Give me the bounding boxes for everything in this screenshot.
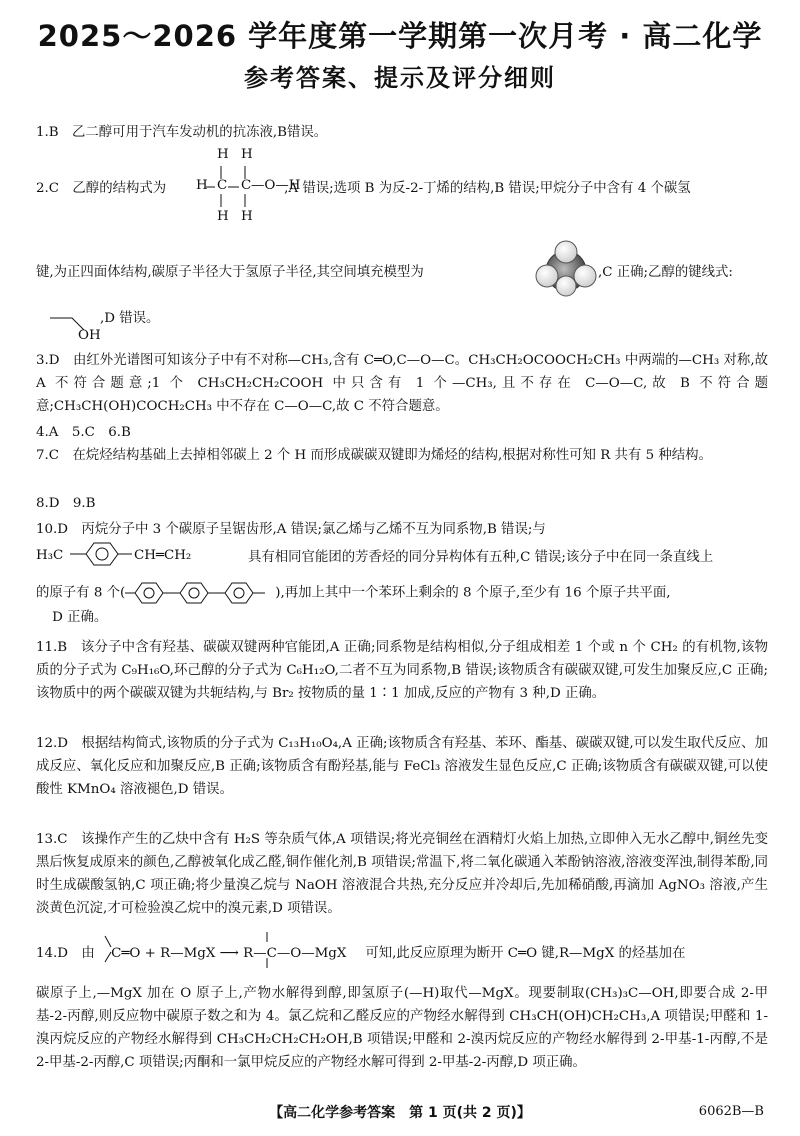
answer-q2-line3 bbox=[100, 307, 768, 330]
answer-q14-line1 bbox=[36, 942, 768, 965]
ethanol-c-2: C bbox=[241, 178, 252, 193]
answer-q12-text: 12.D 根据结构简式,该物质的分子式为 C₁₃H₁₀O₄,A 正确;该物质含有羟基、苯环、酯基、碳碳双键,可以发生取代反应、加成反应、氧化反应和加聚反应,B 正确;该物质含有酚羟基,能与 FeCl₃ 溶液发生显色反应,C 正确;该物质含有碳碳双键,可以使酸性 KMnO₄ 溶液褪色,D 错误。 bbox=[36, 736, 768, 797]
methylstyrene-structure bbox=[36, 548, 248, 568]
paper-code: 6062B—B bbox=[698, 1104, 764, 1119]
answer-q14-part-a: 14.D 由 bbox=[36, 946, 95, 961]
answer-q10-line1 bbox=[36, 518, 768, 541]
answer-q10-line2 bbox=[36, 546, 768, 569]
answer-q4-6-text: 4.A 5.C 6.B bbox=[36, 425, 131, 440]
ethanol-o-h: —O—H bbox=[251, 178, 301, 193]
ethanol-c-1: C bbox=[217, 178, 228, 193]
terphenyl-drawing bbox=[125, 580, 275, 606]
answer-q10-part-e: D 正确。 bbox=[52, 610, 108, 625]
answer-q10-line4 bbox=[36, 606, 768, 629]
ethanol-skeletal-drawing bbox=[48, 306, 96, 330]
answer-q1 bbox=[36, 121, 768, 144]
ethanol-skeletal-formula bbox=[48, 306, 101, 343]
answer-q12 bbox=[36, 732, 768, 801]
answer-q8-9-text: 8.D 9.B bbox=[36, 496, 96, 511]
ethanol-h-top-1: H bbox=[217, 147, 229, 162]
page-footer: 【高二化学参考答案 第 1 页(共 2 页)】 bbox=[269, 1105, 531, 1121]
answer-q1-text: 1.B 乙二醇可用于汽车发动机的抗冻液,B错误。 bbox=[36, 125, 328, 140]
ethanol-h-left: H bbox=[196, 178, 208, 193]
answer-q2-part-a: 2.C 乙醇的结构式为 bbox=[36, 181, 167, 196]
answer-q2-part-e: ,D 错误。 bbox=[100, 311, 160, 326]
answer-q3 bbox=[36, 349, 768, 418]
answer-q7-text: 7.C 在烷烃结构基础上去掉相邻碳上 2 个 H 而形成碳碳双键即为烯烃的结构,根据对称性可知 R 共有 5 种结构。 bbox=[36, 448, 712, 463]
ethanol-h-top-2: H bbox=[241, 147, 253, 162]
page-title: 2025～2026 学年度第一学期第一次月考 · 高二化学 bbox=[37, 19, 763, 53]
answer-q10-line3 bbox=[36, 580, 768, 606]
answer-q10-part-b: 具有相同官能团的芳香烃的同分异构体有五种,C 错误;该分子中在同一条直线上 bbox=[248, 550, 714, 565]
answer-q3-text: 3.D 由红外光谱图可知该分子中有不对称—CH₃,含有 C═O,C—O—C。CH₃CH₂OCOOCH₂CH₃ 中两端的—CH₃ 对称,故 A 不符合题意;1 个 CH₃CH₂CH₂COOH 中只含有 1 个—CH₃,且不存在 C—O—C,故 B 不符合题意;CH₃CH(OH)COCH₂CH₃ 中不存在 C—O—C,故 C 不符合题意。 bbox=[36, 353, 768, 414]
vinyl-label: CH═CH₂ bbox=[134, 547, 192, 563]
ethanol-h-bottom-1: H bbox=[217, 209, 229, 224]
answer-q2-line1 bbox=[36, 177, 768, 200]
answer-q13-text: 13.C 该操作产生的乙炔中含有 H₂S 等杂质气体,A 项错误;将光亮铜丝在酒精灯火焰上加热,立即伸入无水乙醇中,铜丝先变黑后恢复成原来的颜色,乙醇被氧化成乙醛,铜作催化剂,B 项错误;常温下,将二氧化碳通入苯酚钠溶液,溶液变浑浊,制得苯酚,同时生成碳酸氢钠,C 项正确;将少量溴乙烷与 NaOH 溶液混合共热,充分反应并冷却后,先加稀硝酸,再滴加 AgNO₃ 溶液,产生淡黄色沉淀,才可检验溴乙烷中的溴元素,D 项错误。 bbox=[36, 832, 768, 916]
answer-q13 bbox=[36, 828, 768, 920]
grignard-equation bbox=[99, 944, 361, 964]
answer-q14-text: 碳原子上,—MgX 加在 O 原子上,产物水解得到醇,即氢原子(—H)取代—MgX。现要制取(CH₃)₃C—OH,即要合成 2-甲基-2-丙醇,则反应物中碳原子数之和为 4。氯乙烷和乙醛反应的产物经水解得到 CH₃CH(OH)CH₂CH₃,A 项错误;甲醛和 1-溴丙烷反应的产物经水解得到 CH₃CH₂CH₂CH₂OH,B 项错误;甲醛和 2-溴丙烷反应的产物经水解得到 2-甲基-1-丙醇,不是 2-甲基-2-丙醇,C 项错误;丙酮和一氯甲烷反应的产物经水解可得到 2-甲基-2-丙醇,D 项正确。 bbox=[36, 986, 768, 1070]
answer-q4-6 bbox=[36, 421, 768, 444]
answer-q8-9 bbox=[36, 492, 768, 515]
methane-space-filling-model bbox=[535, 240, 597, 302]
answer-q2-part-b: ,A 错误;选项 B 为反-2-丁烯的结构,B 错误;甲烷分子中含有 4 个碳氢 bbox=[284, 181, 691, 196]
answer-q2-line2b bbox=[598, 261, 770, 284]
answer-q2-part-d: ,C 正确;乙醇的键线式: bbox=[598, 265, 733, 280]
answer-q2-part-c: 键,为正四面体结构,碳原子半径大于氢原子半径,其空间填充模型为 bbox=[36, 265, 424, 280]
methane-model-drawing bbox=[535, 240, 597, 298]
ethanol-h-bottom-2: H bbox=[241, 209, 253, 224]
answer-q10-part-c: 的原子有 8 个( bbox=[36, 585, 126, 601]
answer-q10-part-a: 10.D 丙烷分子中 3 个碳原子呈锯齿形,A 错误;氯乙烯与乙烯不互为同系物,B 错误;与 bbox=[36, 522, 546, 537]
answer-q14-part-b: 可知,此反应原理为断开 C═O 键,R—MgX 的烃基加在 bbox=[365, 946, 686, 961]
answer-q11 bbox=[36, 636, 768, 705]
answer-q11-text: 11.B 该分子中含有羟基、碳碳双键两种官能团,A 正确;同系物是结构相似,分子组成相差 1 个或 n 个 CH₂ 的有机物,该物质的分子式为 C₉H₁₆O,环己醇的分子式为 C₆H₁₂O,二者不互为同系物,B 错误;该物质含有碳碳双键,可发生加聚反应,C 正确;该物质中的两个碳碳双键为共轭结构,与 Br₂ 按物质的量 1∶1 加成,反应的产物有 3 种,D 正确。 bbox=[36, 640, 768, 701]
methyl-label: H₃C bbox=[36, 547, 64, 563]
ethanol-oh-label: OH bbox=[78, 328, 101, 343]
page-subtitle: 参考答案、提示及评分细则 bbox=[244, 64, 556, 92]
answer-q10-part-d: ),再加上其中一个苯环上剩余的 8 个原子,至少有 16 个原子共平面, bbox=[275, 585, 671, 601]
grignard-equation-text: C═O + R—MgX ⟶ R—C—O—MgX bbox=[111, 945, 347, 961]
answer-q14-rest bbox=[36, 982, 768, 1074]
answer-q7 bbox=[36, 444, 768, 467]
